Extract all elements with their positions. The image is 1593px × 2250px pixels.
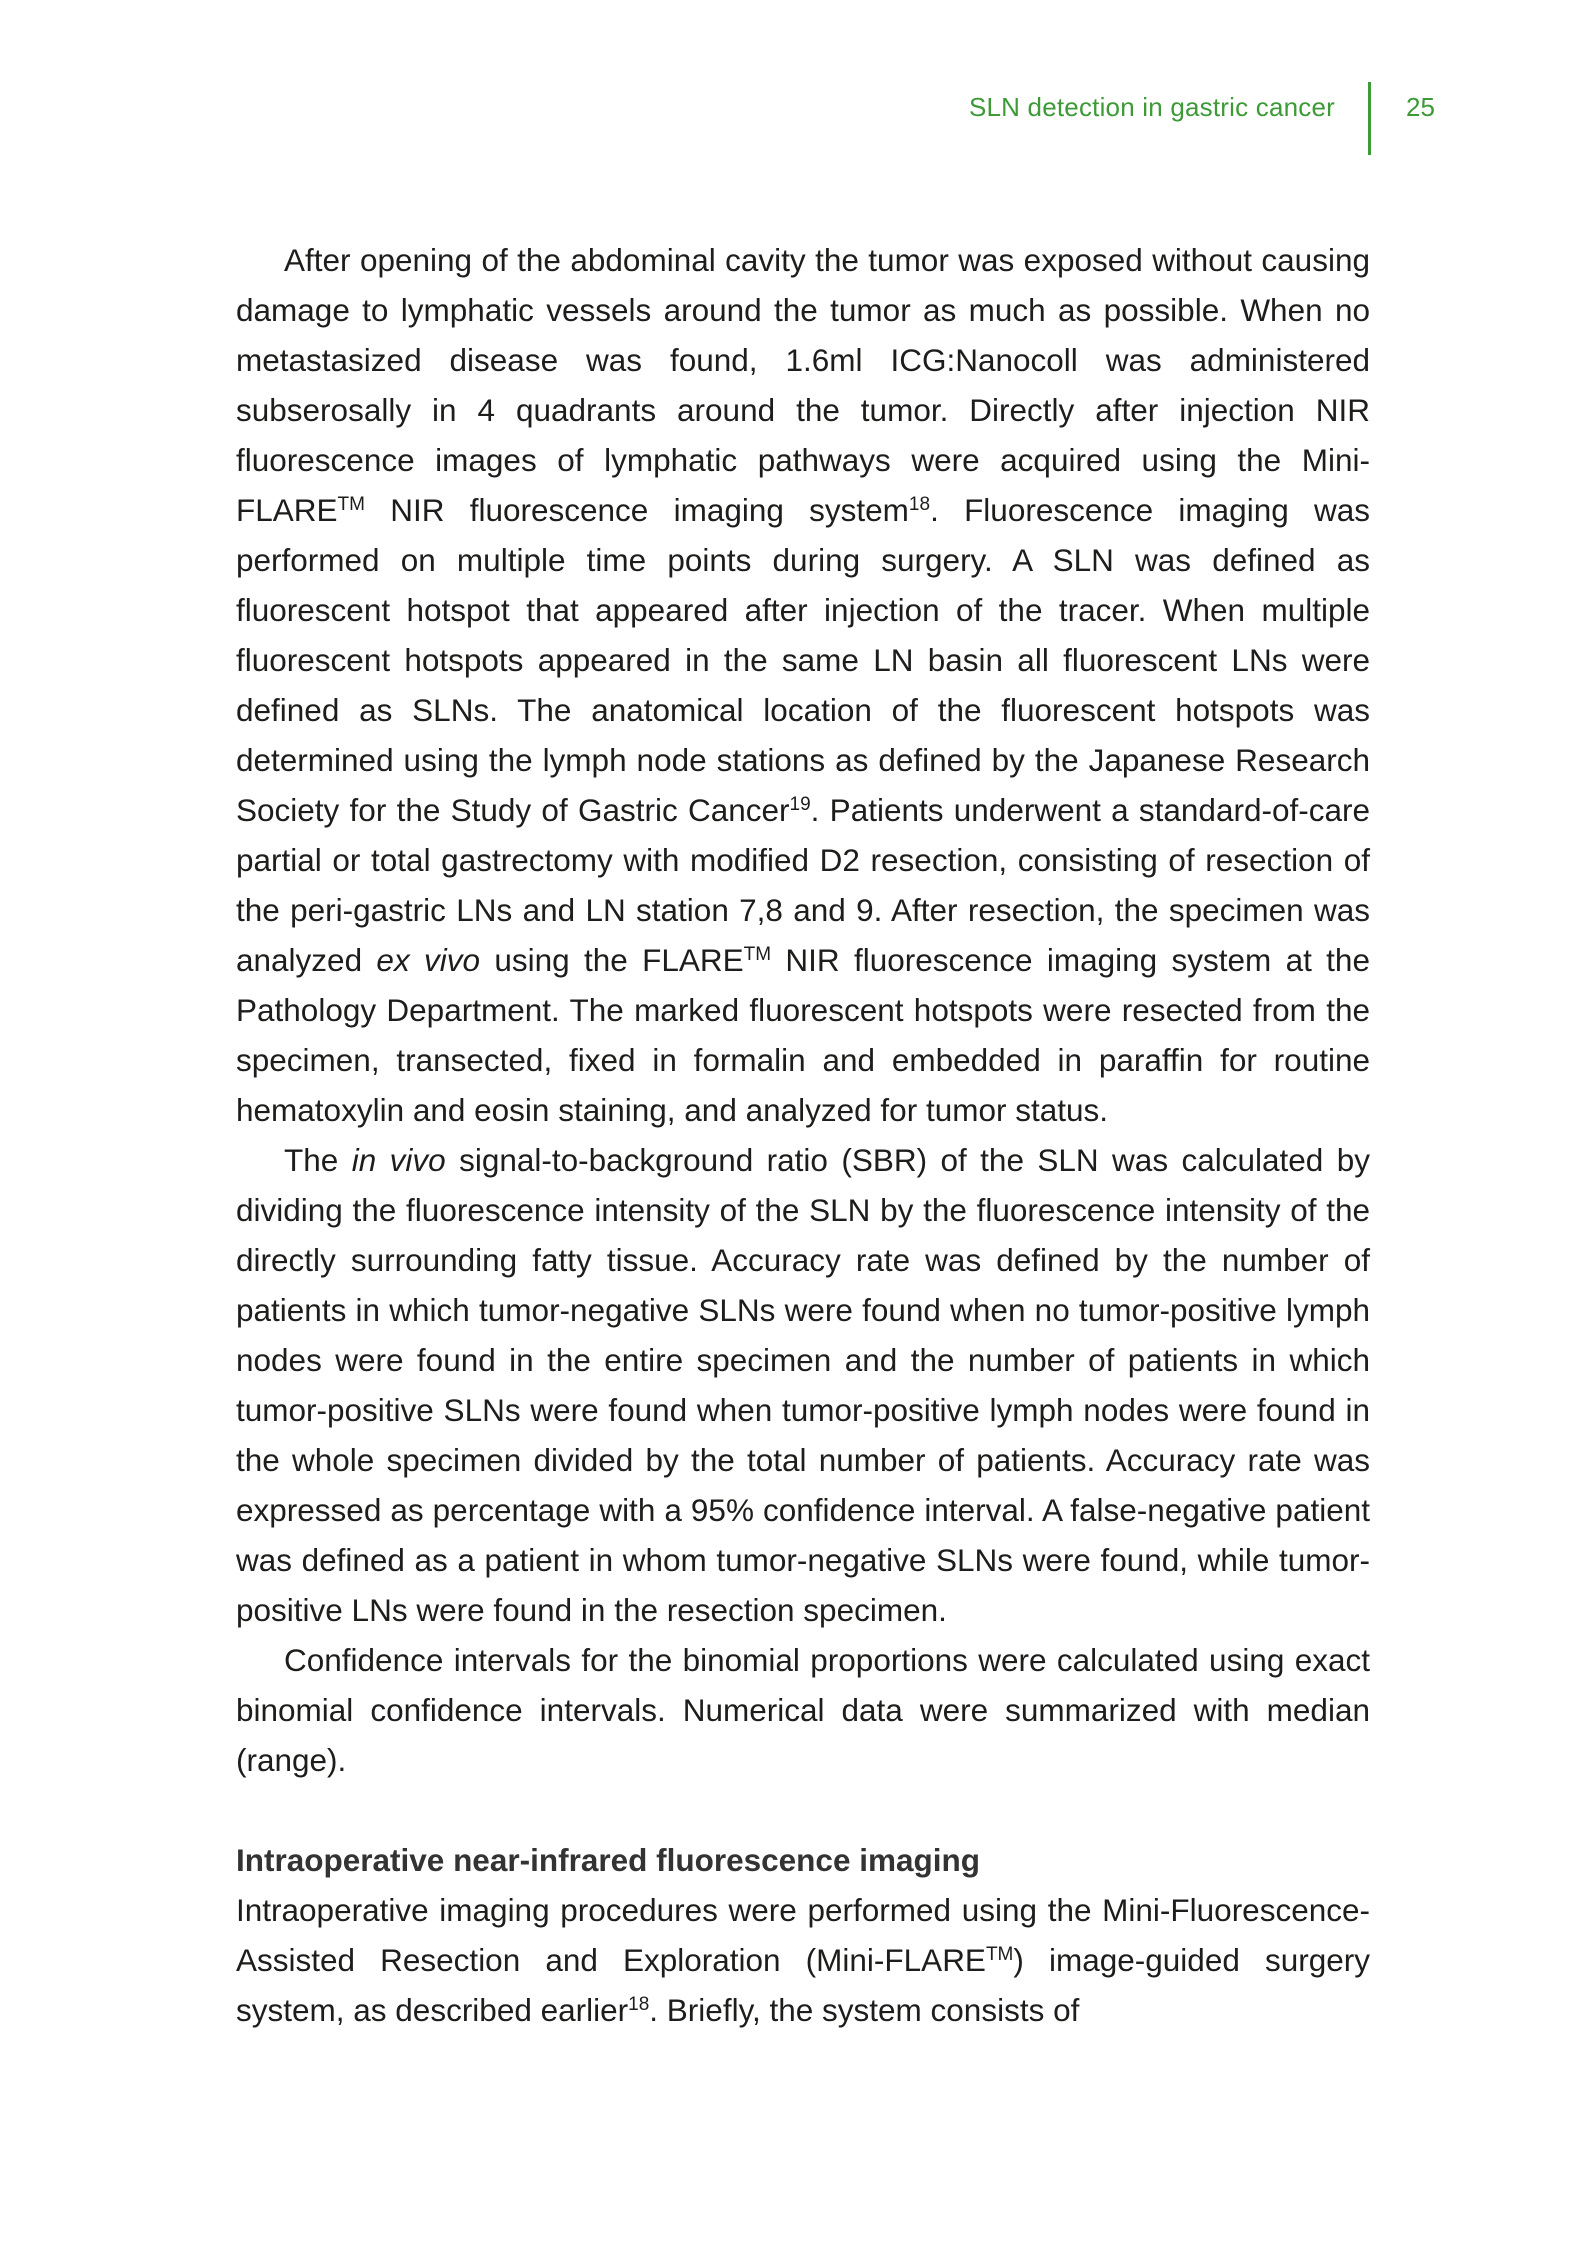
reference-citation: 19 xyxy=(789,794,811,815)
running-title: SLN detection in gastric cancer xyxy=(968,92,1335,122)
s-text-a: Intraoperative imaging procedures were performed using the Mini-Fluorescence-Assisted Resection and Exploration (Mini-FLARE xyxy=(236,1892,1370,1978)
s-text-c: . Briefly, the system consists of xyxy=(649,1992,1080,2028)
paragraph-1 xyxy=(236,235,1370,1135)
s-text-b: ) image-guided surgery system, as described earlier xyxy=(236,1942,1370,2028)
trademark-mark: TM xyxy=(337,494,365,515)
trademark-mark: TM xyxy=(743,944,772,965)
main-text xyxy=(236,235,1370,2035)
p1-text-b: NIR fluorescence imaging system xyxy=(364,492,909,528)
header-divider xyxy=(1368,82,1371,155)
p1-text-d: . Patients underwent a standard-of-care partial or total gastrectomy with modified D2 resection, consisting of resection of the peri-gastric LNs and LN station 7,8 and 9. After resection, the specimen was analyzed xyxy=(236,792,1371,978)
italic-term: ex vivo xyxy=(376,942,481,978)
p1-text-a: After opening of the abdominal cavity the tumor was exposed without causing damage to lymphatic vessels around the tumor as much as possible. When no metastasized disease was found, 1.6ml ICG:Nanocoll was administered subserosally in 4 quadrants around the tumor. Directly after injection NIR fluorescence images of lymphatic pathways were acquired using the Mini-FLARE xyxy=(236,242,1370,528)
reference-citation: 18 xyxy=(628,1994,650,2015)
section-heading: Intraoperative near-infrared fluorescence imaging xyxy=(236,1842,980,1878)
italic-term: in vivo xyxy=(351,1142,446,1178)
p2-text-b: signal-to-background ratio (SBR) of the SLN was calculated by dividing the fluorescence intensity of the SLN by the fluorescence intensity of the directly surrounding fatty tissue. Accuracy rate was defined by the number of patients in which tumor-negative SLNs were found when no tumor-positive lymph nodes were found in the entire specimen and the number of patients in which tumor-positive SLNs were found when tumor-positive lymph nodes were found in the whole specimen divided by the total number of patients. Accuracy rate was expressed as percentage with a 95% confidence interval. A false-negative patient was defined as a patient in whom tumor-negative SLNs were found, while tumor-positive LNs were found in the resection specimen. xyxy=(236,1142,1371,1628)
reference-citation: 18 xyxy=(908,494,931,515)
p1-text-e: using the FLARE xyxy=(480,942,744,978)
paragraph-3: Confidence intervals for the binomial proportions were calculated using exact binomial confidence intervals. Numerical data were summarized with median (range). xyxy=(236,1642,1370,1778)
p1-text-f: NIR fluorescence imaging system at the Pathology Department. The marked fluorescent hotspots were resected from the specimen, transected, fixed in formalin and embedded in paraffin for routine hematoxylin and eosin staining, and analyzed for tumor status. xyxy=(236,942,1370,1128)
paragraph-2 xyxy=(236,1135,1370,1635)
page-number: 25 xyxy=(1406,92,1435,122)
p2-text-a: The xyxy=(284,1142,352,1178)
trademark-mark: TM xyxy=(985,1944,1014,1965)
section-paragraph xyxy=(236,1885,1370,2035)
p1-text-c: . Fluorescence imaging was performed on multiple time points during surgery. A SLN was defined as fluorescent hotspot that appeared after injection of the tracer. When multiple fluorescent hotspots appeared in the same LN basin all fluorescent LNs were defined as SLNs. The anatomical location of the fluorescent hotspots was determined using the lymph node stations as defined by the Japanese Research Society for the Study of Gastric Cancer xyxy=(236,492,1370,828)
